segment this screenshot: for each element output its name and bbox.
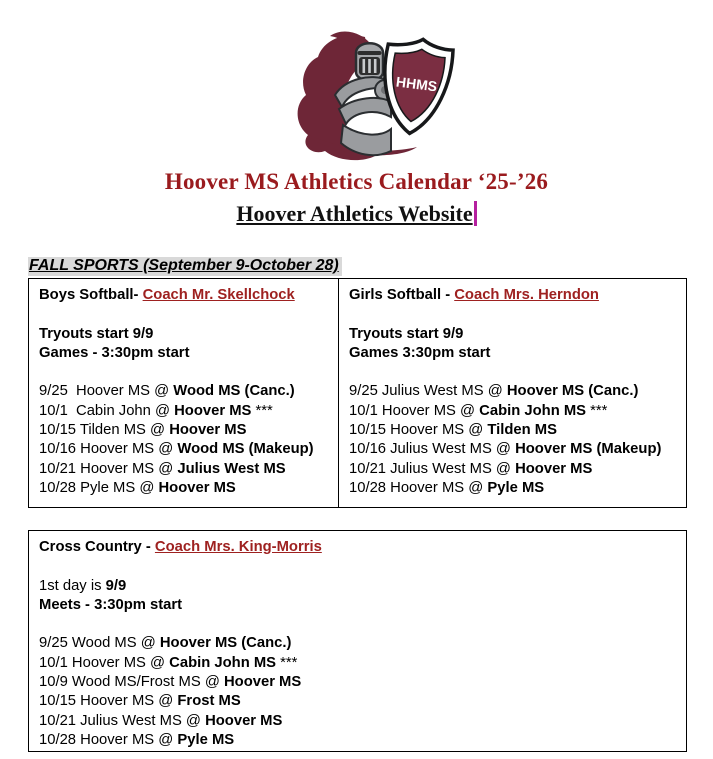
lower-arm-shape [339, 98, 391, 124]
games-time-info: Games - 3:30pm start [39, 344, 190, 361]
spacer-line [39, 305, 330, 324]
game-line: 10/21 Hoover MS @ Julius West MS [39, 460, 286, 477]
game-line: 10/1 Hoover MS @ Cabin John MS *** [39, 654, 298, 671]
boys-softball-title: Boys Softball- Coach Mr. Skellchock [39, 287, 295, 303]
spacer-line [349, 363, 678, 382]
game-line: 10/1 Hoover MS @ Cabin John MS *** [349, 402, 608, 419]
game-line: 10/15 Tilden MS @ Hoover MS [39, 422, 247, 439]
text-cursor [474, 201, 477, 226]
girls-softball-title: Girls Softball - Coach Mrs. Herndon [349, 287, 599, 303]
game-line: 9/25 Hoover MS @ Wood MS (Canc.) [39, 383, 295, 400]
girls-softball-cell [339, 279, 686, 507]
tryouts-info: Tryouts start 9/9 [39, 325, 154, 342]
game-line: 10/21 Julius West MS @ Hoover MS [39, 712, 283, 729]
game-line: 10/9 Wood MS/Frost MS @ Hoover MS [39, 674, 302, 691]
cross-country-title: Cross Country - Coach Mrs. King-Morris [39, 539, 322, 555]
knight-mascot-icon [285, 27, 457, 165]
game-line: 9/25 Wood MS @ Hoover MS (Canc.) [39, 635, 292, 652]
meets-time-info: Meets - 3:30pm start [39, 596, 183, 613]
softball-schedule-table [28, 278, 687, 508]
game-line: 10/16 Hoover MS @ Wood MS (Makeup) [39, 441, 314, 458]
coach-link-herndon[interactable]: Coach Mrs. Herndon [454, 287, 599, 303]
coach-link-skellchock[interactable]: Coach Mr. Skellchock [142, 287, 295, 303]
website-link[interactable]: Hoover Athletics Website [236, 201, 473, 226]
game-line: 10/1 Cabin John @ Hoover MS *** [39, 402, 273, 419]
section-heading: FALL SPORTS (September 9-October 28) [28, 257, 342, 276]
shield-text: HHMS [395, 73, 439, 95]
website-line [0, 201, 713, 227]
game-line: 10/28 Pyle MS @ Hoover MS [39, 479, 236, 496]
shield-icon [377, 35, 454, 137]
game-line: 10/15 Hoover MS @ Tilden MS [349, 422, 557, 439]
first-day-info: 1st day is 9/9 [39, 577, 127, 594]
cross-country-cell [29, 531, 686, 751]
game-line: 10/15 Hoover MS @ Frost MS [39, 693, 241, 710]
game-line: 10/28 Hoover MS @ Pyle MS [39, 731, 235, 748]
spacer-line [39, 363, 330, 382]
spacer-line [39, 615, 678, 634]
cross-country-schedule-table [28, 530, 687, 752]
coach-link-king-morris[interactable]: Coach Mrs. King-Morris [154, 539, 322, 555]
game-line: 10/21 Julius West MS @ Hoover MS [349, 460, 593, 477]
boys-softball-cell [29, 279, 339, 507]
game-line: 9/25 Julius West MS @ Hoover MS (Canc.) [349, 383, 639, 400]
game-line: 10/16 Julius West MS @ Hoover MS (Makeup) [349, 441, 662, 458]
page-title: Hoover MS Athletics Calendar ‘25-’26 [164, 169, 549, 194]
spacer-line [39, 557, 678, 576]
tryouts-info: Tryouts start 9/9 [349, 325, 464, 342]
game-line: 10/28 Hoover MS @ Pyle MS [349, 479, 545, 496]
games-time-info: Games 3:30pm start [349, 344, 491, 361]
spacer-line [349, 305, 678, 324]
hhms-knight-logo [285, 27, 457, 165]
